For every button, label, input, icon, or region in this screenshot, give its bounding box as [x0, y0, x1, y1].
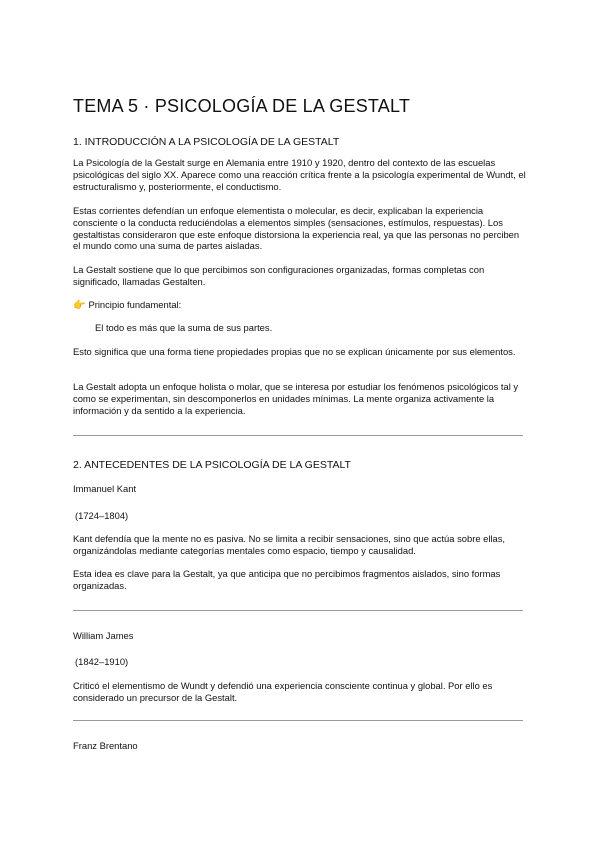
pointing-hand-icon: 👉 — [73, 300, 86, 311]
james-name: William James — [73, 630, 134, 641]
brentano-name: Franz Brentano — [73, 740, 138, 751]
kant-paragraph-1: Kant defendía que la mente no es pasiva. No se limita a recibir sensaciones, sino que actúa sobre ellas, organizándolas mediante categorías mentales como espacio, tiempo y causalidad. — [73, 533, 506, 556]
james-paragraph-1: Criticó el elementismo de Wundt y defendió una experiencia consciente continua y global. Por ello es considerado un precursor de la Gestalt. — [73, 680, 493, 703]
james-divider — [73, 720, 523, 721]
section-1-paragraph-5: La Gestalt adopta un enfoque holista o molar, que se interesa por estudiar los fenómenos psicológicos tal y como se experimentan, sin descomponerlos en unidades mínimas. La mente organiza activamente la información y da sentido a la experiencia. — [73, 381, 519, 416]
principle-statement: El todo es más que la suma de sus partes. — [95, 322, 273, 333]
james-years: (1842–1910) — [75, 656, 129, 667]
section-1-paragraph-4: Esto significa que una forma tiene propiedades propias que no se explican únicamente por sus elementos. — [73, 346, 516, 357]
kant-paragraph-2: Esta idea es clave para la Gestalt, ya que anticipa que no percibimos fragmentos aislados, sino formas organizadas. — [73, 568, 501, 591]
section-1-paragraph-2: Estas corrientes defendían un enfoque elementista o molecular, es decir, explicaban la experiencia consciente o la conducta reduciéndolas a elementos simples (sensaciones, estímulos, respuestas). Los gestaltistas consideraron que este enfoque distorsiona la experiencia real, ya que las personas no perciben el mundo como una suma de partes aisladas. — [73, 205, 520, 252]
section-1-paragraph-3: La Gestalt sostiene que lo que percibimos son configuraciones organizadas, formas completas con significado, llamadas Gestalten. — [73, 264, 485, 287]
document-title: TEMA 5 · PSICOLOGÍA DE LA GESTALT — [73, 96, 411, 116]
kant-divider — [73, 610, 523, 611]
section-1-heading: 1. INTRODUCCIÓN A LA PSICOLOGÍA DE LA GESTALT — [73, 136, 340, 148]
section-2-heading: 2. ANTECEDENTES DE LA PSICOLOGÍA DE LA GESTALT — [73, 459, 351, 471]
section-divider — [73, 435, 523, 436]
kant-years: (1724–1804) — [75, 510, 129, 521]
kant-name: Immanuel Kant — [73, 483, 137, 494]
section-1-paragraph-1: La Psicología de la Gestalt surge en Alemania entre 1910 y 1920, dentro del contexto de las escuelas psicológicas del siglo XX. Aparece como una reacción crítica frente a la psicología experimental de Wundt, el estructuralismo y, posteriormente, el conductismo. — [73, 157, 526, 192]
principle-label-line — [73, 299, 528, 312]
principle-label: Principio fundamental: — [88, 299, 182, 310]
